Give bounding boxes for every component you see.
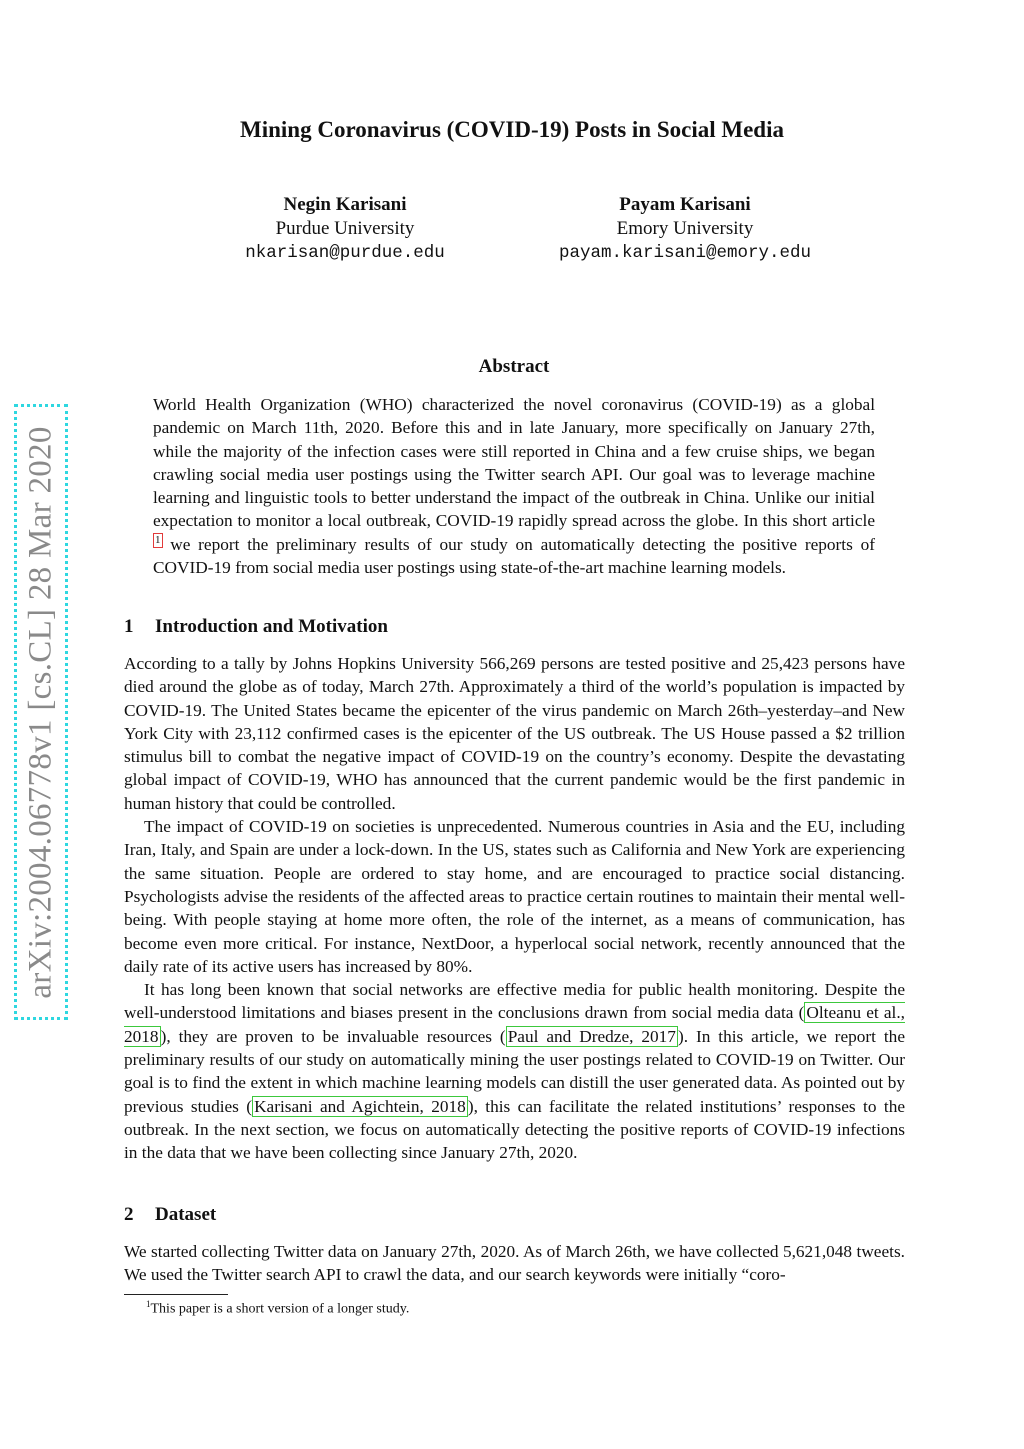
- citation-link[interactable]: Paul and Dredze, 2017: [507, 1026, 676, 1046]
- author-email[interactable]: payam.karisani@emory.edu: [558, 243, 812, 263]
- paragraph-text: It has long been known that social networks are effective media for public health monitoring. Despite the well-understood limitations and biases present in the conclusions drawn from social media data (: [124, 980, 905, 1023]
- section-number: 1: [124, 616, 134, 637]
- section-title: Introduction and Motivation: [155, 616, 388, 637]
- footnote-mark: 1: [146, 1299, 151, 1309]
- abstract-text-part: World Health Organization (WHO) characterized the novel coronavirus (COVID-19) as a global pandemic on March 11th, 2020. Before this and in late January, more specifically on January 27th, while the majority of the infection cases were still reported in China and a few cruise ships, we began crawling social media user postings using the Twitter search API. Our goal was to leverage machine learning and linguistic tools to better understand the impact of the outbreak in China. Unlike our initial expectation to monitor a local outbreak, COVID-19 rapidly spread across the globe. In this short article: [153, 395, 875, 531]
- arxiv-identifier-text: arXiv:2004.06778v1 [cs.CL] 28 Mar 2020: [22, 425, 59, 999]
- section-heading-introduction: [124, 616, 388, 638]
- paragraph-text: ), they are proven to be invaluable resources (: [160, 1026, 506, 1046]
- section-body-introduction: [124, 652, 905, 1165]
- citation-link[interactable]: Karisani and Agichtein, 2018: [254, 1096, 466, 1116]
- author-affiliation: Purdue University: [275, 218, 415, 239]
- author-name: Negin Karisani: [283, 194, 407, 215]
- author-block-2: [530, 193, 840, 265]
- paragraph-text: ). In this article, we report the preliminary results of our study on automatically mining the user postings related to COVID-19 on Twitter. Our goal is to find the extent in which machine learning models can distill the user generated data. As pointed out by previous studies (: [124, 1026, 905, 1116]
- paragraph: We started collecting Twitter data on January 27th, 2020. As of March 26th, we have collected 5,621,048 tweets. We used the Twitter search API to crawl the data, and our search keywords were initially “coro-: [124, 1242, 905, 1285]
- abstract-text: [153, 393, 875, 579]
- citation-link[interactable]: Olteanu et al., 2018: [124, 1003, 905, 1046]
- abstract-heading: Abstract: [478, 356, 550, 377]
- author-name: Payam Karisani: [619, 194, 751, 215]
- footnote-text: This paper is a short version of a longer study.: [150, 1301, 410, 1317]
- footnote-reference-link[interactable]: 1: [155, 533, 161, 546]
- paragraph: According to a tally by Johns Hopkins University 566,269 persons are tested positive and 25,423 persons have died around the globe as of today, March 27th. Approximately a third of the world’s population is impacted by COVID-19. The United States became the epicenter of the virus pandemic on March 26th–yesterday–and New York City with 23,112 confirmed cases is the epicenter of the US outbreak. The US House passed a $2 trillion stimulus bill to combat the negative impact of COVID-19 on the country’s economy. Despite the devastating global impact of COVID-19, WHO has announced that the current pandemic would be the first pandemic in human history that could be controlled.: [124, 654, 905, 813]
- footnote-divider: [124, 1294, 228, 1295]
- section-title: Dataset: [155, 1204, 217, 1225]
- paragraph: [124, 978, 905, 1164]
- author-email[interactable]: nkarisan@purdue.edu: [245, 243, 445, 263]
- abstract-text-part: we report the preliminary results of our study on automatically detecting the positive reports of COVID-19 from social media user postings using state-of-the-art machine learning models.: [153, 534, 875, 578]
- section-body-dataset: [124, 1240, 905, 1287]
- section-number: 2: [124, 1204, 134, 1225]
- author-block-1: [200, 193, 490, 265]
- author-affiliation: Emory University: [616, 218, 754, 239]
- paragraph: The impact of COVID-19 on societies is unprecedented. Numerous countries in Asia and the EU, including Iran, Italy, and Spain are under a lock-down. In the US, states such as California and New York are experiencing the same situation. People are ordered to stay home, and are encouraged to practice social distancing. Psychologists advise the residents of the affected areas to practice certain routines to maintain their mental well-being. With people staying at home more often, the role of the internet, as a means of communication, has become even more critical. For instance, NextDoor, a hyperlocal social network, recently announced that the daily rate of its active users has increased by 80%.: [124, 817, 905, 976]
- section-heading-dataset: [124, 1204, 216, 1226]
- paragraph-text: ), this can facilitate the related institutions’ responses to the outbreak. In the next section, we focus on automatically detecting the positive reports of COVID-19 infections in the data that we have been collecting since January 27th, 2020.: [124, 1096, 906, 1163]
- arxiv-identifier-stamp[interactable]: [14, 404, 68, 1020]
- paper-title: Mining Coronavirus (COVID-19) Posts in Social Media: [240, 117, 784, 142]
- footnote: [146, 1299, 409, 1318]
